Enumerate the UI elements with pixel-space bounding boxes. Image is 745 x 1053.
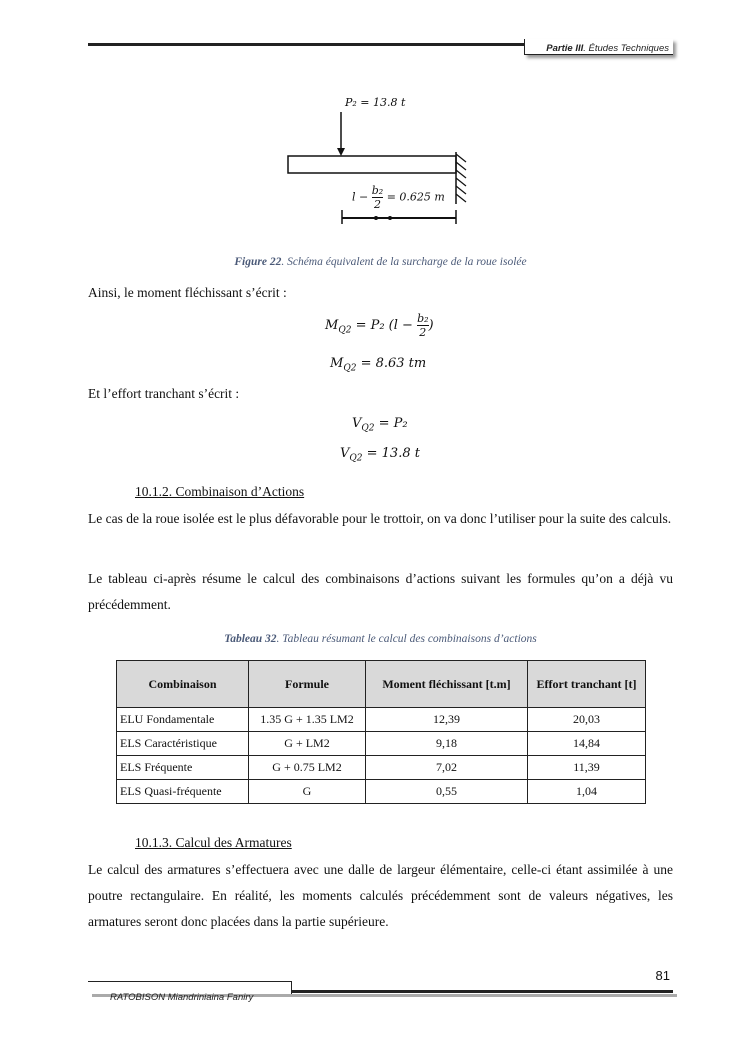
equation-shear: $V_{Q2} = P_2$ xyxy=(352,416,408,434)
cell-moment: 7,02 xyxy=(366,756,528,780)
cell-formule: G + LM2 xyxy=(249,732,366,756)
paragraph-roue-isolee: Le cas de la roue isolée est le plus défavorable pour le trottoir, on va donc l’utiliser pour la suite des calculs. xyxy=(88,511,672,526)
cell-combinaison: ELS Caractéristique xyxy=(117,732,249,756)
paragraph-moment-intro: Ainsi, le moment fléchissant s’écrit : xyxy=(88,285,287,300)
section-heading-armatures: 10.1.3. Calcul des Armatures xyxy=(135,835,292,850)
cell-formule: 1.35 G + 1.35 LM2 xyxy=(249,708,366,732)
header-combinaison: Combinaison xyxy=(117,661,249,708)
figure-caption: Figure 22. Schéma équivalent de la surcharge de la roue isolée xyxy=(234,256,527,268)
table-header-row xyxy=(117,661,646,708)
cell-formule: G + 0.75 LM2 xyxy=(249,756,366,780)
cell-moment: 12,39 xyxy=(366,708,528,732)
footer-author: RATOBISON Miandriniaina Faniry xyxy=(110,992,254,1003)
table-row xyxy=(117,780,646,804)
cell-combinaison: ELU Fondamentale xyxy=(117,708,249,732)
section-heading-combinaison: 10.1.2. Combinaison d’Actions xyxy=(135,484,305,499)
length-label: l − $\frac{\text{b₂}}{2}$ = 0.625 m xyxy=(352,184,445,211)
table-row xyxy=(117,732,646,756)
table-caption: Tableau 32. Tableau résumant le calcul des combinaisons d’actions xyxy=(224,633,537,645)
beam-svg xyxy=(280,92,480,232)
header-moment: Moment fléchissant [t.m] xyxy=(366,661,528,708)
cell-effort: 11,39 xyxy=(528,756,646,780)
equation-moment-value: $M_{Q2} = 8.63$ tm xyxy=(330,356,427,374)
table-row xyxy=(117,708,646,732)
combinations-table xyxy=(116,660,646,804)
paragraph-tableau-intro: Le tableau ci-après résume le calcul des combinaisons d’actions suivant les formules qu’on a déjà vu précédemment. xyxy=(88,571,673,612)
paragraph-armatures: Le calcul des armatures s’effectuera avec une dalle de largeur élémentaire, celle-ci étant assimilée à une poutre rectangulaire. En réalité, les moments calculés précédemment sont de valeurs négatives, les armatures seront donc placées dans la partie supérieure. xyxy=(88,862,673,929)
header-effort: Effort tranchant [t] xyxy=(528,661,646,708)
cell-moment: 9,18 xyxy=(366,732,528,756)
header-formule: Formule xyxy=(249,661,366,708)
cell-moment: 0,55 xyxy=(366,780,528,804)
figure-diagram xyxy=(280,92,480,232)
cell-effort: 20,03 xyxy=(528,708,646,732)
header-title: Partie III. Études Techniques xyxy=(546,43,669,54)
cell-combinaison: ELS Fréquente xyxy=(117,756,249,780)
paragraph-shear-intro: Et l’effort tranchant s’écrit : xyxy=(88,386,240,401)
cell-effort: 1,04 xyxy=(528,780,646,804)
cell-effort: 14,84 xyxy=(528,732,646,756)
cell-combinaison: ELS Quasi-fréquente xyxy=(117,780,249,804)
cell-formule: G xyxy=(249,780,366,804)
load-label: P₂ = 13.8 t xyxy=(345,96,406,109)
equation-shear-value: $V_{Q2} = 13.8$ t xyxy=(340,446,420,464)
page-number: 81 xyxy=(655,968,670,983)
equation-moment: $M_{Q2} = P_2$ (l − $\frac{\text{b₂}}{2}$ ) xyxy=(325,312,434,339)
table-row xyxy=(117,756,646,780)
